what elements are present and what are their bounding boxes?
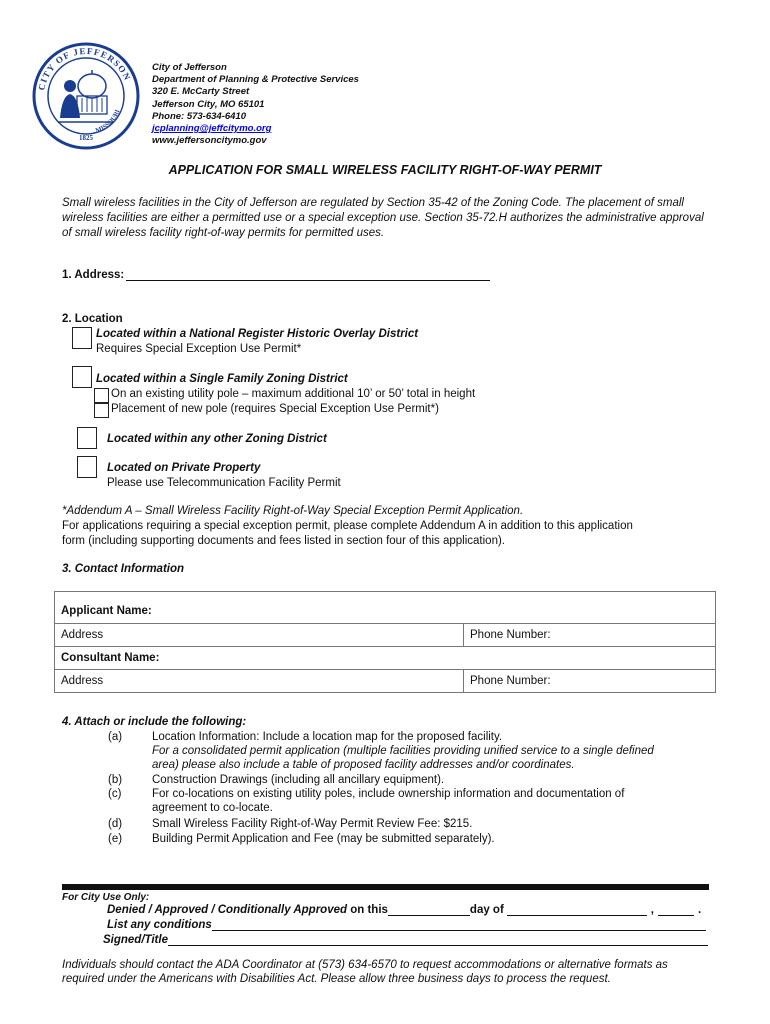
- contact-table: [54, 591, 716, 693]
- consultant-address-field[interactable]: Address: [55, 670, 464, 693]
- attach-item-a-note-2: area) please also include a table of proposed facility addresses and/or coordinates.: [152, 759, 575, 771]
- checkbox-new-pole[interactable]: [94, 403, 109, 418]
- option-private-note: Please use Telecommunication Facility Permit: [107, 477, 341, 489]
- attach-letter-c: (c): [108, 788, 122, 800]
- header-city-state-zip: Jefferson City, MO 65101: [152, 98, 265, 110]
- ada-footer: Individuals should contact the ADA Coordinator at (573) 634-6570 to request accommodations or alternative formats as required under the Americans with Disabilities Act. Please allow three business days to process the request.: [62, 959, 668, 985]
- header-street: 320 E. McCarty Street: [152, 86, 250, 98]
- checkbox-private-property[interactable]: [77, 456, 97, 478]
- signed-line: [103, 933, 708, 946]
- checkbox-single-family[interactable]: [72, 366, 92, 388]
- checkbox-other-zoning[interactable]: [77, 427, 97, 449]
- attach-item-a-note-1: For a consolidated permit application (multiple facilities providing unified service to a single defined: [152, 745, 654, 757]
- approval-day-of: day of: [469, 904, 504, 916]
- approval-day-field[interactable]: [388, 903, 470, 916]
- contact-heading: 3. Contact Information: [62, 563, 185, 575]
- location-heading: 2. Location: [62, 313, 123, 325]
- signed-field[interactable]: [168, 933, 708, 946]
- addendum-line-1: For applications requiring a special exception permit, please complete Addendum A in addition to this application: [62, 520, 633, 532]
- attach-item-d: Small Wireless Facility Right-of-Way Permit Review Fee: $215.: [152, 818, 473, 830]
- conditions-field[interactable]: [212, 918, 706, 931]
- approval-status[interactable]: Denied / Approved / Conditionally Approved: [107, 904, 348, 916]
- attach-letter-b: (b): [108, 774, 123, 786]
- svg-text:CITY OF JEFFERSON: [36, 46, 133, 91]
- option-historic-district: Located within a National Register Historic Overlay District: [96, 328, 419, 340]
- header-email-link[interactable]: jcplanning@jeffcitymo.org: [152, 123, 272, 135]
- attach-letter-a: (a): [108, 731, 123, 743]
- signed-label: Signed/Title: [103, 934, 168, 946]
- divider-rule: [62, 884, 709, 890]
- addendum-title: *Addendum A – Small Wireless Facility Right-of-Way Special Exception Permit Application.: [62, 505, 524, 517]
- header-phone: Phone: 573-634-6410: [152, 110, 246, 122]
- applicant-phone-field[interactable]: Phone Number:: [464, 624, 716, 647]
- option-other-zoning: Located within any other Zoning District: [107, 433, 327, 445]
- attach-letter-e: (e): [108, 833, 123, 845]
- city-seal-logo: [30, 40, 142, 152]
- approval-comma: ,: [650, 904, 654, 916]
- attach-letter-d: (d): [108, 818, 123, 830]
- applicant-name-field[interactable]: Applicant Name:: [55, 592, 716, 624]
- suboption-existing-pole: On an existing utility pole – maximum additional 10’ or 50’ total in height: [111, 388, 476, 400]
- option-historic-note: Requires Special Exception Use Permit*: [96, 343, 302, 355]
- attach-heading: 4. Attach or include the following:: [62, 716, 247, 728]
- seal-text-top: CITY OF JEFFERSON: [36, 45, 133, 92]
- option-single-family: Located within a Single Family Zoning District: [96, 373, 348, 385]
- intro-paragraph: Small wireless facilities in the City of Jefferson are regulated by Section 35-42 of the Zoning Code. The placement of small wireless facilities are either a permitted use or a special exception use. Section 35-72.H authorizes the administrative approval of small wireless facility right-of-way permits for permitted uses.: [62, 197, 704, 239]
- header-address-block: [152, 62, 359, 147]
- address-input-line[interactable]: [126, 268, 490, 281]
- approval-line: [107, 903, 701, 916]
- addendum-line-2: form (including supporting documents and fees listed in section four of this application).: [62, 535, 505, 547]
- applicant-address-field[interactable]: Address: [55, 624, 464, 647]
- approval-month-field[interactable]: [507, 903, 647, 916]
- suboption-new-pole: Placement of new pole (requires Special Exception Use Permit*): [111, 403, 439, 415]
- city-use-label: For City Use Only:: [62, 892, 150, 903]
- checkbox-existing-pole[interactable]: [94, 388, 109, 403]
- address-field[interactable]: [62, 268, 490, 281]
- seal-year: 1825: [79, 134, 93, 142]
- approval-on-this: on this: [347, 904, 388, 916]
- attach-item-e: Building Permit Application and Fee (may be submitted separately).: [152, 833, 495, 845]
- conditions-label: List any conditions: [107, 919, 212, 931]
- attach-item-c-2: agreement to co-locate.: [152, 802, 273, 814]
- conditions-line: [107, 918, 706, 931]
- consultant-phone-field[interactable]: Phone Number:: [464, 670, 716, 693]
- checkbox-historic-district[interactable]: [72, 327, 92, 349]
- attach-item-a: Location Information: Include a location map for the proposed facility.: [152, 731, 503, 743]
- address-label: 1. Address:: [62, 269, 125, 281]
- approval-period: .: [698, 904, 702, 916]
- option-private-property: Located on Private Property: [107, 462, 261, 474]
- page-title: APPLICATION FOR SMALL WIRELESS FACILITY RIGHT-OF-WAY PERMIT: [168, 163, 602, 177]
- seal-text-side: MISSOURI: [94, 108, 122, 135]
- consultant-name-field[interactable]: Consultant Name:: [55, 647, 716, 670]
- header-website: www.jeffersoncitymo.gov: [152, 135, 267, 147]
- attach-item-b: Construction Drawings (including all ancillary equipment).: [152, 774, 445, 786]
- header-department: Department of Planning & Protective Services: [152, 74, 359, 86]
- approval-year-field[interactable]: [658, 903, 694, 916]
- header-city: City of Jefferson: [152, 62, 227, 73]
- attach-item-c-1: For co-locations on existing utility poles, include ownership information and documentation of: [152, 788, 625, 800]
